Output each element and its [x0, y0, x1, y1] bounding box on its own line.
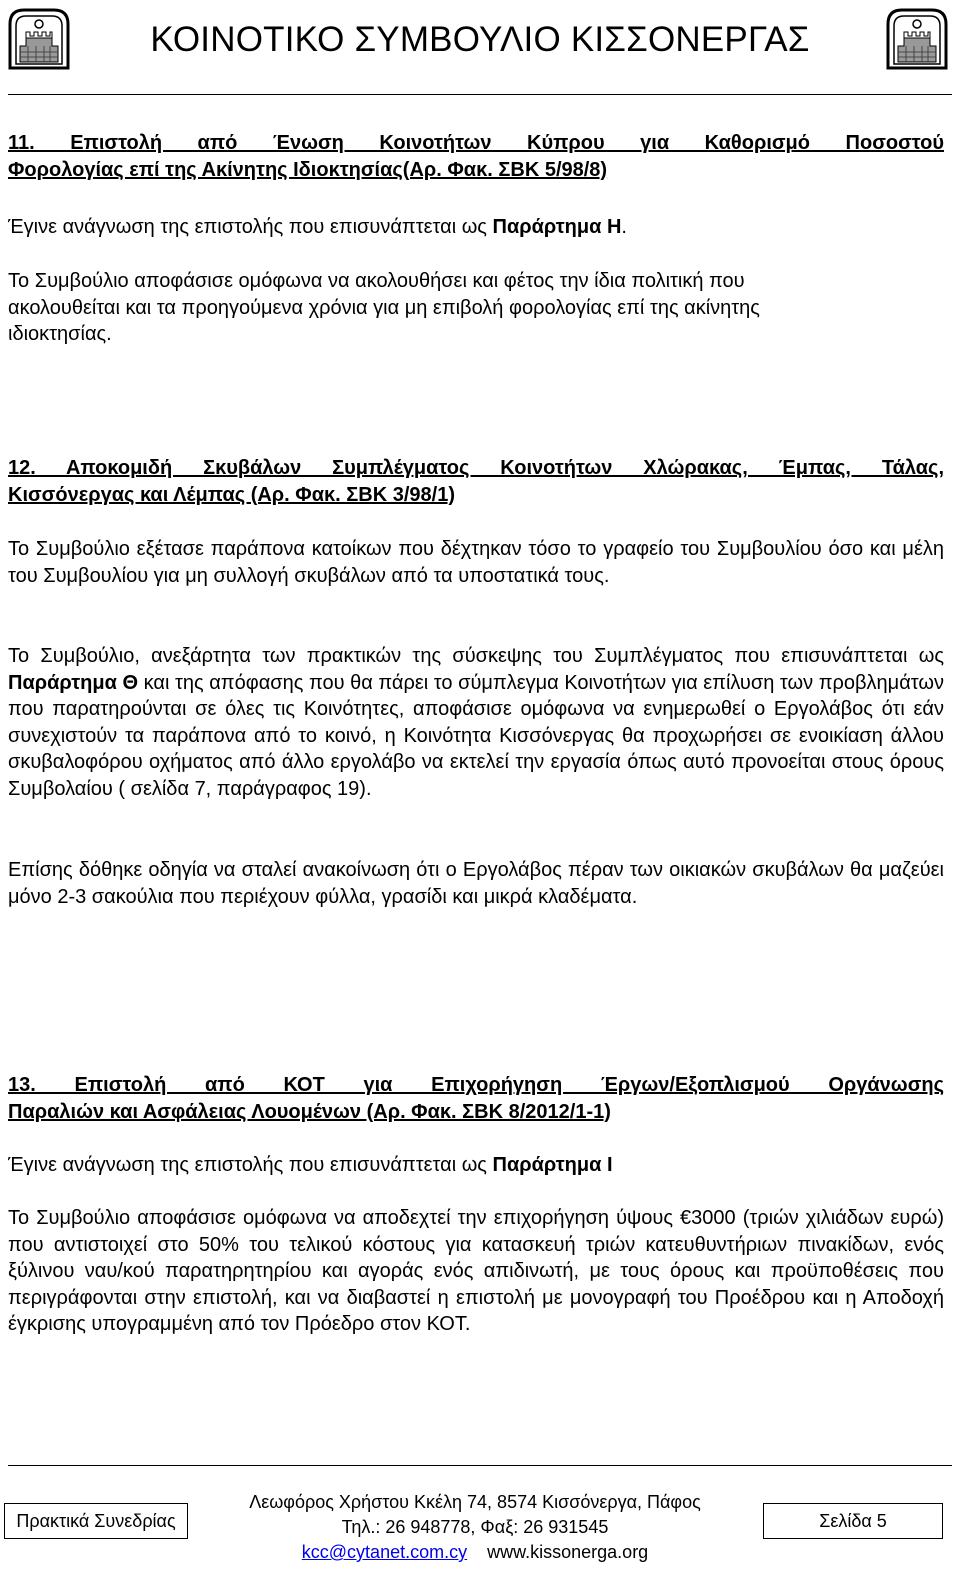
- decision-line: Το Συμβούλιο αποφάσισε ομόφωνα να ακολουθήσει και φέτος την ίδια πολιτική που: [8, 270, 745, 292]
- footer-minutes-label: Πρακτικά Συνεδρίας: [4, 1503, 188, 1539]
- footer-page-number: Σελίδα 5: [763, 1503, 943, 1539]
- section-11-heading-line2: Φορολογίας επί της Ακίνητης Ιδιοκτησίας(Αρ. Φακ. ΣΒΚ 5/98/8): [8, 158, 608, 181]
- annex-reference: Παράρτημα Ι: [492, 1154, 613, 1176]
- section-11-reading-suffix: .: [621, 216, 627, 238]
- page-title: ΚΟΙΝΟΤΙΚΟ ΣΥΜΒΟΥΛΙΟ ΚΙΣΣΟΝΕΡΓΑΣ: [150, 20, 810, 59]
- footer-contact: [200, 1490, 750, 1565]
- section-13-reading-text: Έγινε ανάγνωση της επιστολής που επισυνάπτεται ως: [8, 1154, 493, 1176]
- decision-line: ιδιοκτησίας.: [8, 323, 112, 345]
- annex-reference: Παράρτημα Θ: [8, 671, 139, 694]
- village-crest-icon: [884, 6, 950, 72]
- header-logo-right: [884, 6, 950, 72]
- section-12-paragraph-1: Το Συμβούλιο εξέτασε παράπονα κατοίκων που δέχτηκαν τόσο το γραφείο του Συμβουλίου όσο και μέλη του Συμβουλίου για μη συλλογή σκυβάλων από τα υποστατικά τους.: [8, 538, 944, 587]
- decision-line: ακολουθείται και τα προηγούμενα χρόνια για μη επιβολή φορολογίας επί της ακίνητης: [8, 296, 760, 319]
- footer-phones: Τηλ.: 26 948778, Φαξ: 26 931545: [341, 1517, 609, 1537]
- footer-website[interactable]: www.kissonerga.org: [487, 1542, 649, 1562]
- annex-reference: Παράρτημα Η: [492, 216, 622, 238]
- section-11-heading-line1: 11. Επιστολή από Ένωση Κοινοτήτων Κύπρου για Καθορισμό Ποσοστού: [8, 132, 944, 154]
- village-crest-icon: [6, 6, 72, 72]
- section-13-decision: Το Συμβούλιο αποφάσισε ομόφωνα να αποδεχτεί την επιχορήγηση ύψους €3000 (τριών χιλιάδων ευρώ) που αντιστοιχεί στο 50% του τελικού κόστους για κατασκευή τριών κατευθυντήριων πινακίδων, ενός ξύλινου ναυ/κού παρατηρητηρίου και αγοράς ενός απιδινωτή, με τους όρους και προϋποθέσεις που περιγράφονται στην επιστολή, και να διαβαστεί η επιστολή με μονογραφή του Προέδρου και η Αποδοχή έγκρισης υπογραμμένη από τον Πρόεδρο στον ΚΟΤ.: [8, 1207, 944, 1335]
- footer-divider: [8, 1465, 952, 1466]
- section-13-heading-line1: 13. Επιστολή από ΚΟΤ για Επιχορήγηση Έργων/Εξοπλισμού Οργάνωσης: [8, 1074, 944, 1096]
- section-11-heading: [8, 130, 944, 183]
- section-12-heading-line2: Κισσόνεργας και Λέμπας (Αρ. Φακ. ΣΒΚ 3/98/1): [8, 483, 455, 506]
- header-divider: [8, 94, 952, 95]
- section-11-reading: [8, 214, 944, 241]
- section-11: [8, 130, 944, 183]
- footer-links: [200, 1540, 750, 1565]
- section-12-paragraph-3: Επίσης δόθηκε οδηγία να σταλεί ανακοίνωση ότι ο Εργολάβος πέραν των οικιακών σκυβάλων θα μαζεύει μόνο 2-3 σακούλια που περιέχουν φύλλα, γρασίδι και μικρά κλαδέματα.: [8, 859, 944, 908]
- section-11-reading-text: Έγινε ανάγνωση της επιστολής που επισυνάπτεται ως: [8, 216, 493, 238]
- section-13: [8, 1072, 944, 1125]
- footer-email-link[interactable]: kcc@cytanet.com.cy: [301, 1542, 468, 1562]
- section-13-heading: [8, 1072, 944, 1125]
- paragraph-text: και της απόφασης που θα πάρει το σύμπλεγμα Κοινοτήτων για επίλυση των προβλημάτων που παρατηρούνται σε όλες τις Κοινότητες, αποφάσισε ομόφωνα να ενημερωθεί ο Εργολάβος ότι εάν συνεχιστούν τα παράπονα από το κοινό, η Κοινότητα Κισσόνεργας θα προχωρήσει σε ενοικίαση άλλου σκυβαλοφόρου οχήματος από άλλο εργολάβο να εκτελεί την εργασία όπως αυτό προνοείται στους όρους Συμβολαίου ( σελίδα 7, παράγραφος 19).: [8, 671, 944, 800]
- footer-address: Λεωφόρος Χρήστου Κκέλη 74, 8574 Κισσόνεργα, Πάφος: [249, 1492, 701, 1512]
- section-12-heading: [8, 455, 944, 508]
- section-12-paragraph-2: [8, 643, 944, 802]
- header-logo-left: [6, 6, 72, 72]
- section-13-reading: [8, 1152, 944, 1179]
- section-12-heading-line1: 12. Αποκομιδή Σκυβάλων Συμπλέγματος Κοινοτήτων Χλώρακας, Έμπας, Τάλας,: [8, 457, 944, 479]
- section-11-decision: [8, 268, 944, 348]
- section-13-heading-line2: Παραλιών και Ασφάλειας Λουομένων (Αρ. Φακ. ΣΒΚ 8/2012/1-1): [8, 1100, 611, 1123]
- paragraph-text: Το Συμβούλιο, ανεξάρτητα των πρακτικών της σύσκεψης του Συμπλέγματος που επισυνάπτεται ως: [8, 645, 944, 667]
- section-12: [8, 455, 944, 508]
